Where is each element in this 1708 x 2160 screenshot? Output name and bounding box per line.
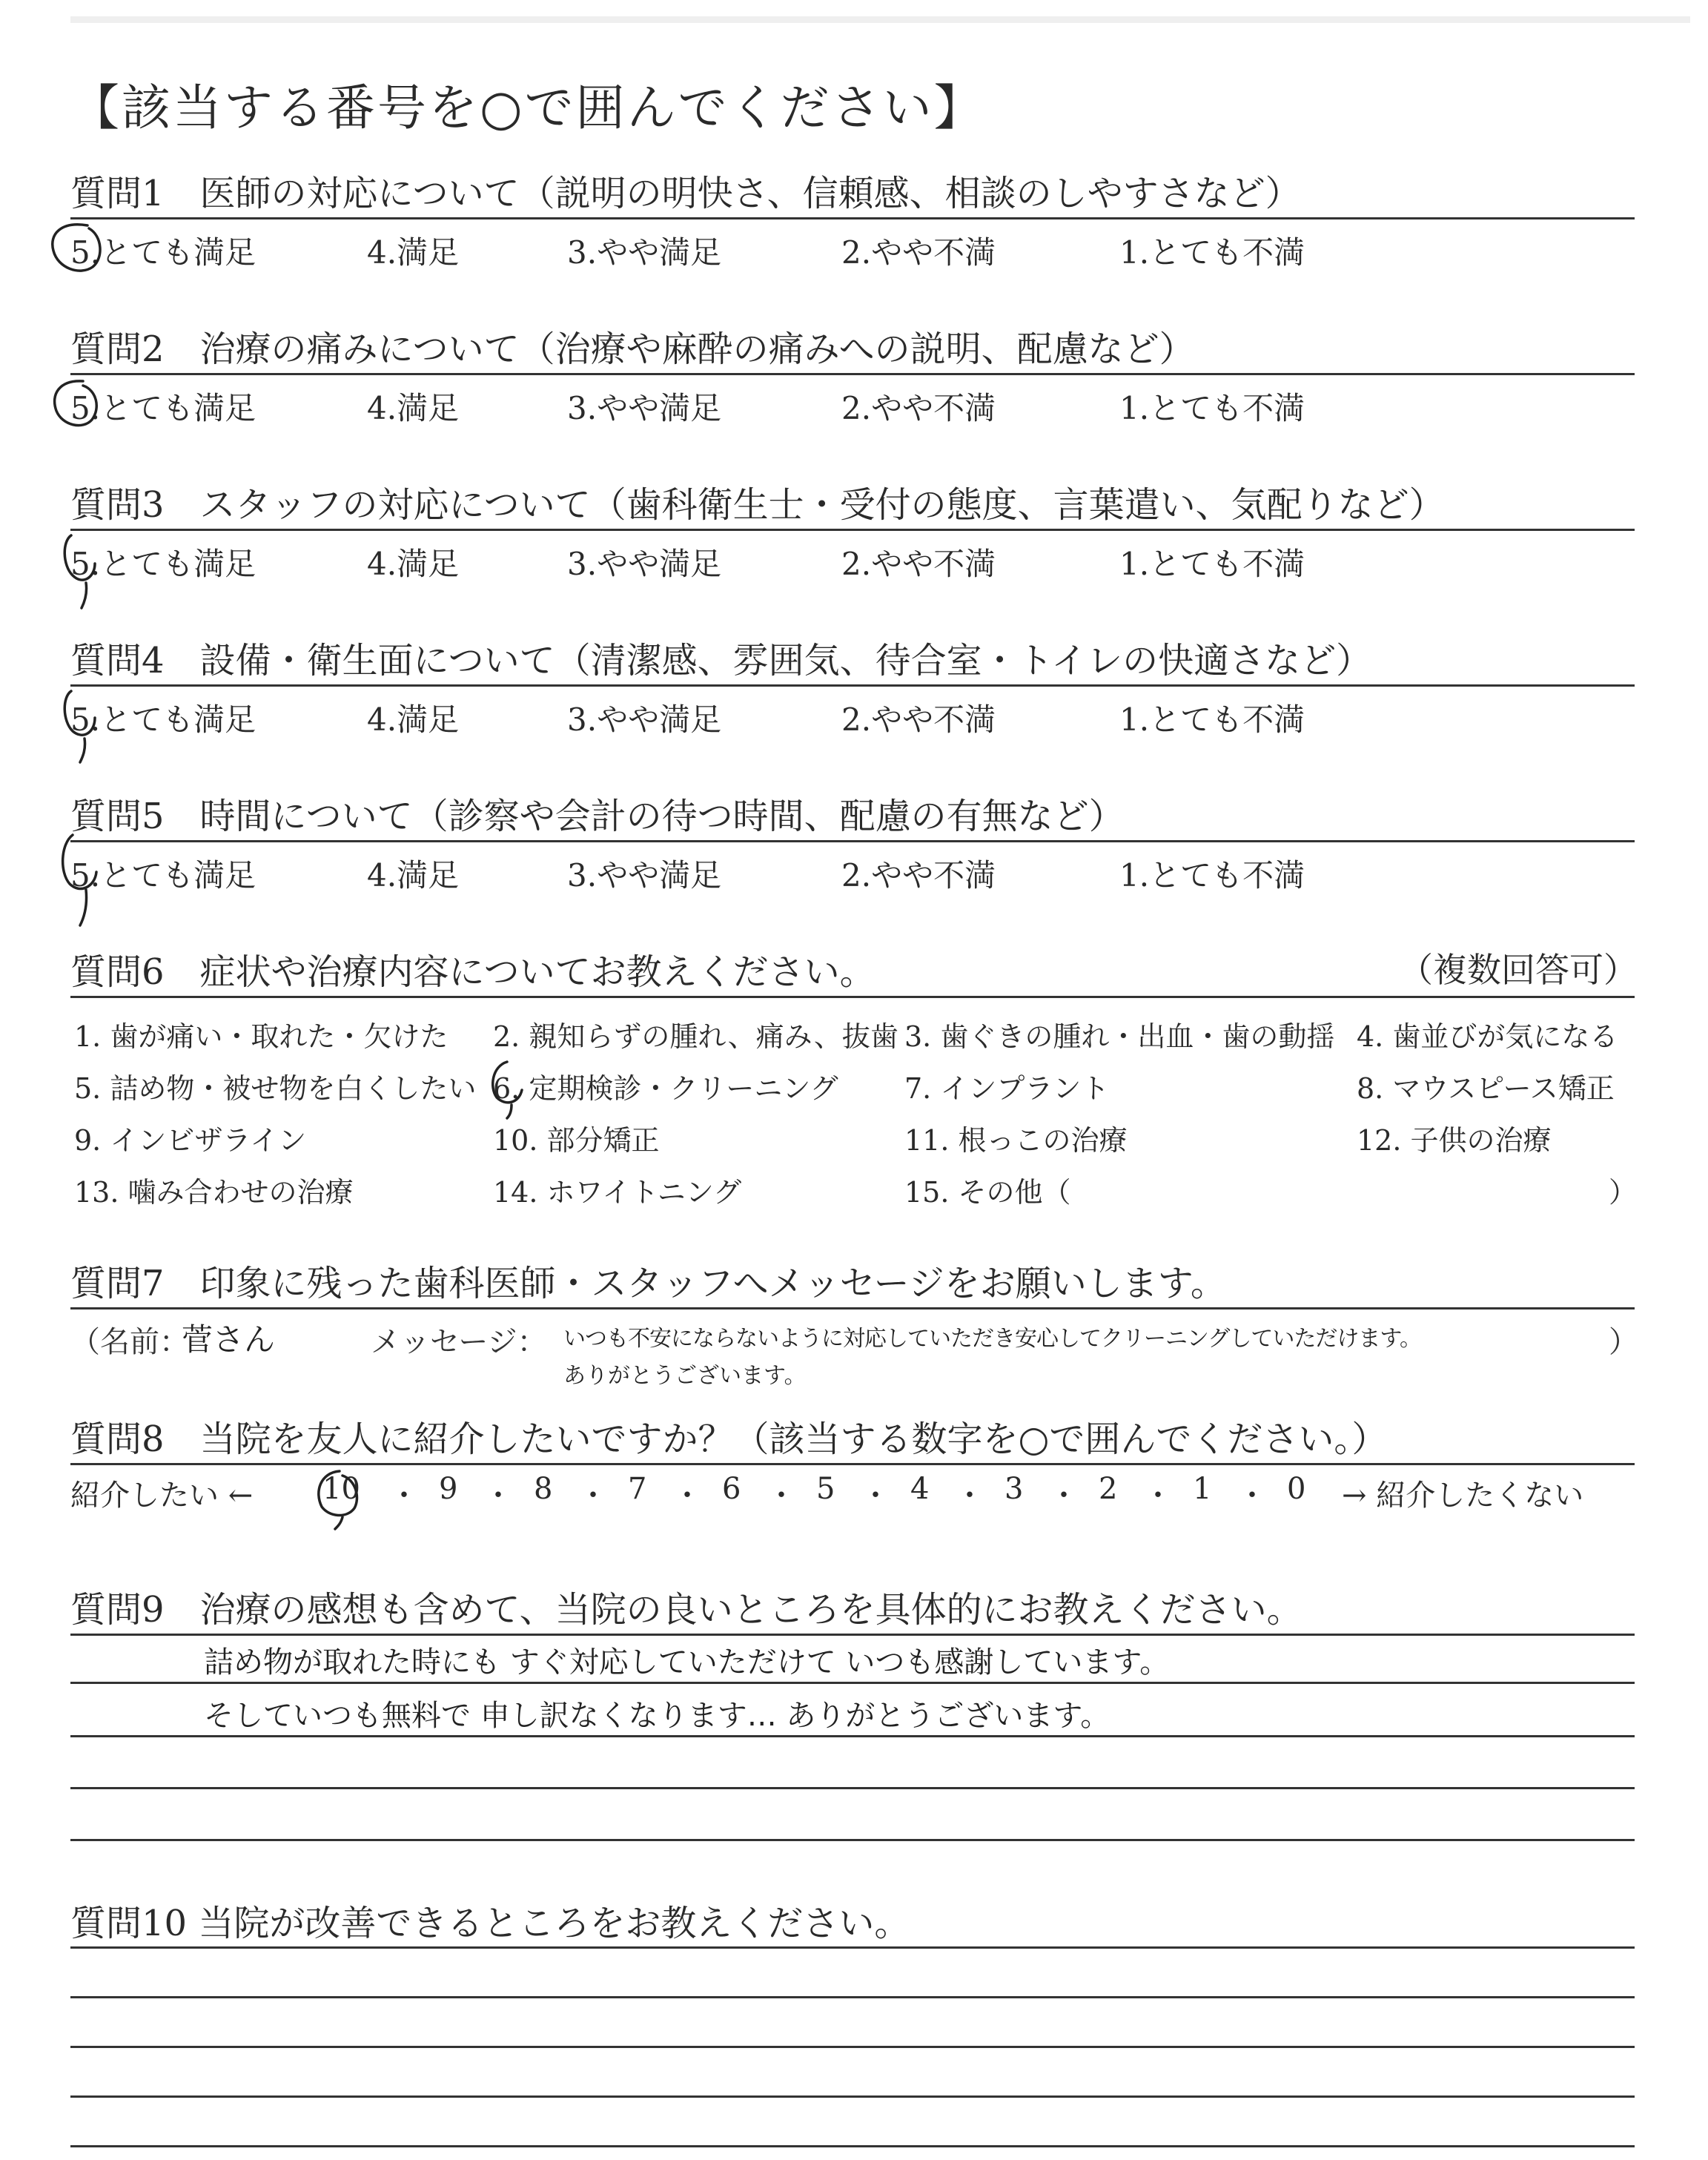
symptom-option-5[interactable]: 5. 詰め物・被せ物を白くしたい — [74, 1072, 477, 1105]
q1-selection-circle — [53, 225, 100, 271]
option-1[interactable]: 1.とても不満 — [1119, 546, 1305, 582]
recommend-label: 紹介したい ← — [70, 1479, 254, 1513]
option-4[interactable]: 4.満足 — [367, 701, 460, 738]
question-3: 質問3 スタッフの対応について（歯科衛生士・受付の態度、言葉遣い、気配りなど） — [70, 484, 1445, 526]
score-1[interactable]: 1 — [1193, 1472, 1212, 1506]
question-1: 質問1 医師の対応について（説明の明快さ、信頼感、相談のしやすさなど） — [70, 173, 1301, 214]
option-2[interactable]: 2.やや不満 — [841, 857, 996, 894]
score-separator: ・ — [955, 1479, 984, 1513]
option-5[interactable]: 5.とても満足 — [70, 701, 256, 738]
score-7[interactable]: 7 — [628, 1472, 647, 1506]
question-5: 質問5 時間について（診察や会計の待つ時間、配慮の有無など） — [70, 796, 1125, 837]
score-separator: ・ — [861, 1479, 890, 1513]
page-heading: 【該当する番号を○で囲んでください】 — [70, 79, 985, 136]
option-3[interactable]: 3.やや満足 — [567, 390, 722, 426]
option-1[interactable]: 1.とても不満 — [1119, 701, 1305, 738]
question-4: 質問4 設備・衛生面について（清潔感、雰囲気、待合室・トイレの快適さなど） — [70, 640, 1372, 681]
score-9[interactable]: 9 — [439, 1472, 458, 1506]
score-separator: ・ — [672, 1479, 702, 1513]
question-6: 質問6 症状や治療内容についてお教えください。 — [70, 951, 875, 993]
question-2: 質問2 治療の痛みについて（治療や麻酔の痛みへの説明、配慮など） — [70, 328, 1195, 370]
score-separator: ・ — [483, 1479, 513, 1513]
message-close-paren: ） — [1609, 1325, 1638, 1359]
score-3[interactable]: 3 — [1004, 1472, 1024, 1506]
option-4[interactable]: 4.満足 — [367, 390, 460, 426]
score-2[interactable]: 2 — [1099, 1472, 1118, 1506]
score-separator: ・ — [389, 1479, 419, 1513]
option-5[interactable]: 5.とても満足 — [70, 546, 256, 582]
score-5[interactable]: 5 — [816, 1472, 835, 1506]
option-3[interactable]: 3.やや満足 — [567, 234, 722, 271]
q8-score-10-circle — [319, 1471, 357, 1529]
score-separator: ・ — [1237, 1479, 1267, 1513]
multiple-answers-note: （複数回答可） — [1399, 950, 1638, 990]
option-4[interactable]: 4.満足 — [367, 234, 460, 271]
score-4[interactable]: 4 — [910, 1472, 930, 1506]
question-10: 質問10 当院が改善できるところをお教えください。 — [70, 1903, 910, 1944]
q2-selection-circle — [55, 381, 97, 426]
not-recommend-label: → 紹介したくない — [1342, 1479, 1584, 1513]
score-separator: ・ — [1049, 1479, 1079, 1513]
other-close-paren: ） — [1609, 1176, 1638, 1209]
symptom-option-6[interactable]: 6. 定期検診・クリーニング — [493, 1072, 838, 1105]
score-6[interactable]: 6 — [722, 1472, 741, 1506]
symptom-option-11[interactable]: 11. 根っこの治療 — [904, 1124, 1128, 1157]
symptom-option-14[interactable]: 14. ホワイトニング — [493, 1176, 742, 1209]
symptom-option-4[interactable]: 4. 歯並びが気になる — [1357, 1020, 1618, 1053]
message-line-2[interactable]: ありがとうございます。 — [563, 1363, 807, 1389]
option-3[interactable]: 3.やや満足 — [567, 546, 722, 582]
score-8[interactable]: 8 — [534, 1472, 553, 1506]
score-10[interactable]: 10 — [322, 1472, 360, 1506]
q4-selection-circle — [64, 691, 95, 762]
option-5[interactable]: 5.とても満足 — [70, 857, 256, 894]
symptom-option-12[interactable]: 12. 子供の治療 — [1357, 1124, 1552, 1157]
symptom-option-3[interactable]: 3. 歯ぐきの腫れ・出血・歯の動揺 — [904, 1020, 1335, 1053]
option-1[interactable]: 1.とても不満 — [1119, 234, 1305, 271]
option-2[interactable]: 2.やや不満 — [841, 234, 996, 271]
question-7: 質問7 印象に残った歯科医師・スタッフへメッセージをお願いします。 — [70, 1263, 1226, 1304]
option-2[interactable]: 2.やや不満 — [841, 546, 996, 582]
symptom-option-15[interactable]: 15. その他（ — [904, 1176, 1071, 1209]
symptom-option-1[interactable]: 1. 歯が痛い・取れた・欠けた — [74, 1020, 448, 1053]
question-9: 質問9 治療の感想も含めて、当院の良いところを具体的にお教えください。 — [70, 1589, 1302, 1631]
score-separator: ・ — [578, 1479, 608, 1513]
q5-selection-circle — [63, 835, 96, 925]
score-separator: ・ — [1143, 1479, 1173, 1513]
symptom-option-10[interactable]: 10. 部分矯正 — [493, 1124, 660, 1157]
option-4[interactable]: 4.満足 — [367, 546, 460, 582]
q6-option-6-circle — [493, 1062, 522, 1118]
option-3[interactable]: 3.やや満足 — [567, 857, 722, 894]
name-label: （名前： — [70, 1325, 189, 1359]
symptom-option-8[interactable]: 8. マウスピース矯正 — [1357, 1072, 1615, 1105]
name-value[interactable]: 菅さん — [182, 1321, 276, 1358]
score-0[interactable]: 0 — [1287, 1472, 1306, 1506]
score-separator: ・ — [767, 1479, 796, 1513]
good-points-line-2[interactable]: そしていつも無料で 申し訳なくなります… ありがとうございます。 — [204, 1699, 1110, 1733]
symptom-option-9[interactable]: 9. インビザライン — [74, 1124, 307, 1157]
symptom-option-7[interactable]: 7. インプラント — [904, 1072, 1110, 1105]
option-3[interactable]: 3.やや満足 — [567, 701, 722, 738]
option-1[interactable]: 1.とても不満 — [1119, 857, 1305, 894]
symptom-option-2[interactable]: 2. 親知らずの腫れ、痛み、抜歯 — [493, 1020, 898, 1053]
symptom-option-13[interactable]: 13. 噛み合わせの治療 — [74, 1176, 354, 1209]
option-2[interactable]: 2.やや不満 — [841, 701, 996, 738]
message-label: メッセージ： — [371, 1325, 547, 1359]
option-2[interactable]: 2.やや不満 — [841, 390, 996, 426]
q3-selection-circle — [64, 535, 95, 608]
good-points-line-1[interactable]: 詰め物が取れた時にも すぐ対応していただけて いつも感謝しています。 — [204, 1645, 1170, 1680]
option-5[interactable]: 5.とても満足 — [70, 390, 256, 426]
option-1[interactable]: 1.とても不満 — [1119, 390, 1305, 426]
option-5[interactable]: 5.とても満足 — [70, 234, 256, 271]
option-4[interactable]: 4.満足 — [367, 857, 460, 894]
message-line-1[interactable]: いつも不安にならないように対応していただき安心してクリーニングしていただけます。 — [563, 1326, 1421, 1352]
question-8: 質問8 当院を友人に紹介したいですか？（該当する数字を○で囲んでください。） — [70, 1418, 1388, 1460]
